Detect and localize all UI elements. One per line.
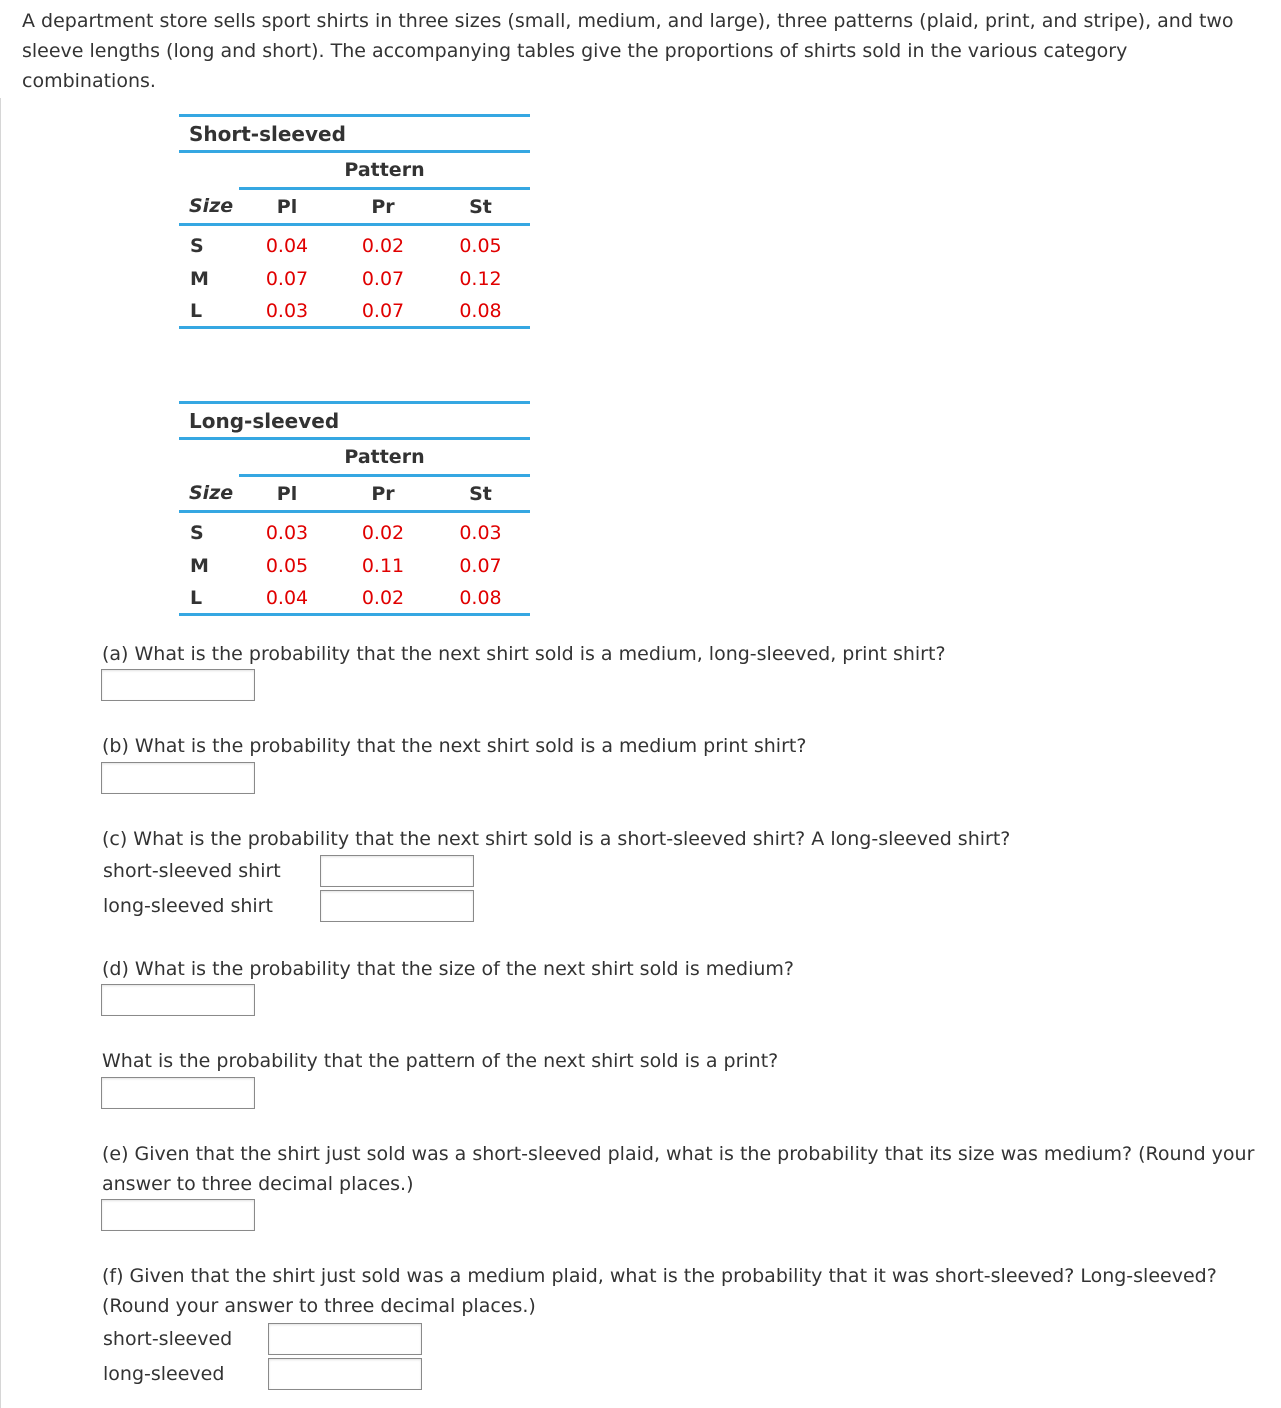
proportion-cell: 0.12 [459,267,502,290]
question-d-print: What is the probability that the pattern of the next shirt sold is a print? [102,1050,779,1072]
pattern-header: Pattern [239,439,530,476]
short-sleeved-shirt-label: short-sleeved shirt [103,860,281,882]
question-e: (e) Given that the shirt just sold was a short-sleeved plaid, what is the probability that its size was medium? (Round your answer to three decimal places.) [102,1143,1255,1195]
short-sleeved-label: short-sleeved [103,1328,233,1350]
table-row [179,549,530,582]
proportion-cell: 0.07 [265,267,309,290]
column-header: Pl [239,476,335,512]
size-label: M [190,554,209,577]
proportion-cell: 0.02 [361,521,405,544]
table-title: Long-sleeved [179,403,530,439]
proportion-cell: 0.05 [459,234,502,257]
proportion-cell: 0.08 [431,295,530,328]
size-label: L [179,295,239,328]
answer-e-input[interactable] [101,1199,255,1231]
proportion-cell: 0.05 [265,554,309,577]
problem-intro: A department store sells sport shirts in three sizes (small, medium, and large), three patterns (plaid, print, and stripe), and two sleeve lengths (long and short). The accompanying tables give the proportions of shirts sold in the various category combinations. [22,10,1234,92]
size-header: Size [179,189,239,225]
table-row [179,262,530,295]
question-d: (d) What is the probability that the size of the next shirt sold is medium? [102,958,794,980]
table-title: Short-sleeved [179,116,530,152]
table-row [179,512,530,550]
answer-f-short-input[interactable] [268,1323,422,1355]
pattern-header: Pattern [239,152,530,189]
question-f: (f) Given that the shirt just sold was a medium plaid, what is the probability that it was short-sleeved? Long-sleeved? (Round your answer to three decimal places.) [102,1265,1217,1317]
short-sleeved-table [179,114,530,329]
size-label: L [179,582,239,615]
question-a: (a) What is the probability that the next shirt sold is a medium, long-sleeved, print shirt? [102,643,946,665]
proportion-cell: 0.03 [265,521,309,544]
answer-c-long-input[interactable] [320,890,474,922]
proportion-cell: 0.11 [361,554,405,577]
proportion-cell: 0.04 [265,234,309,257]
answer-b-input[interactable] [101,762,255,794]
column-header: Pr [335,476,431,512]
answer-a-input[interactable] [101,669,255,701]
proportion-cell: 0.03 [459,521,502,544]
size-label: S [190,521,204,544]
long-sleeved-table [179,401,530,616]
proportion-cell: 0.02 [335,582,431,615]
column-header: Pr [335,189,431,225]
long-sleeved-shirt-label: long-sleeved shirt [103,895,273,917]
column-header: St [431,476,530,512]
size-label: M [190,267,209,290]
content-panel [0,98,1281,1408]
proportion-cell: 0.03 [239,295,335,328]
table-row [179,582,530,615]
size-label: S [190,234,204,257]
answer-f-long-input[interactable] [268,1358,422,1390]
column-header: St [431,189,530,225]
proportion-cell: 0.07 [361,267,405,290]
answer-d-medium-input[interactable] [101,984,255,1016]
proportion-cell: 0.08 [431,582,530,615]
answer-c-short-input[interactable] [320,855,474,887]
question-c: (c) What is the probability that the next shirt sold is a short-sleeved shirt? A long-sleeved shirt? [102,828,1011,850]
column-header: Pl [239,189,335,225]
size-header: Size [179,476,239,512]
question-b: (b) What is the probability that the next shirt sold is a medium print shirt? [102,735,807,757]
proportion-cell: 0.04 [239,582,335,615]
answer-d-print-input[interactable] [101,1077,255,1109]
proportion-cell: 0.07 [459,554,502,577]
proportion-cell: 0.07 [335,295,431,328]
proportion-cell: 0.02 [361,234,405,257]
table-row [179,225,530,263]
table-row [179,295,530,328]
long-sleeved-label: long-sleeved [103,1363,225,1385]
